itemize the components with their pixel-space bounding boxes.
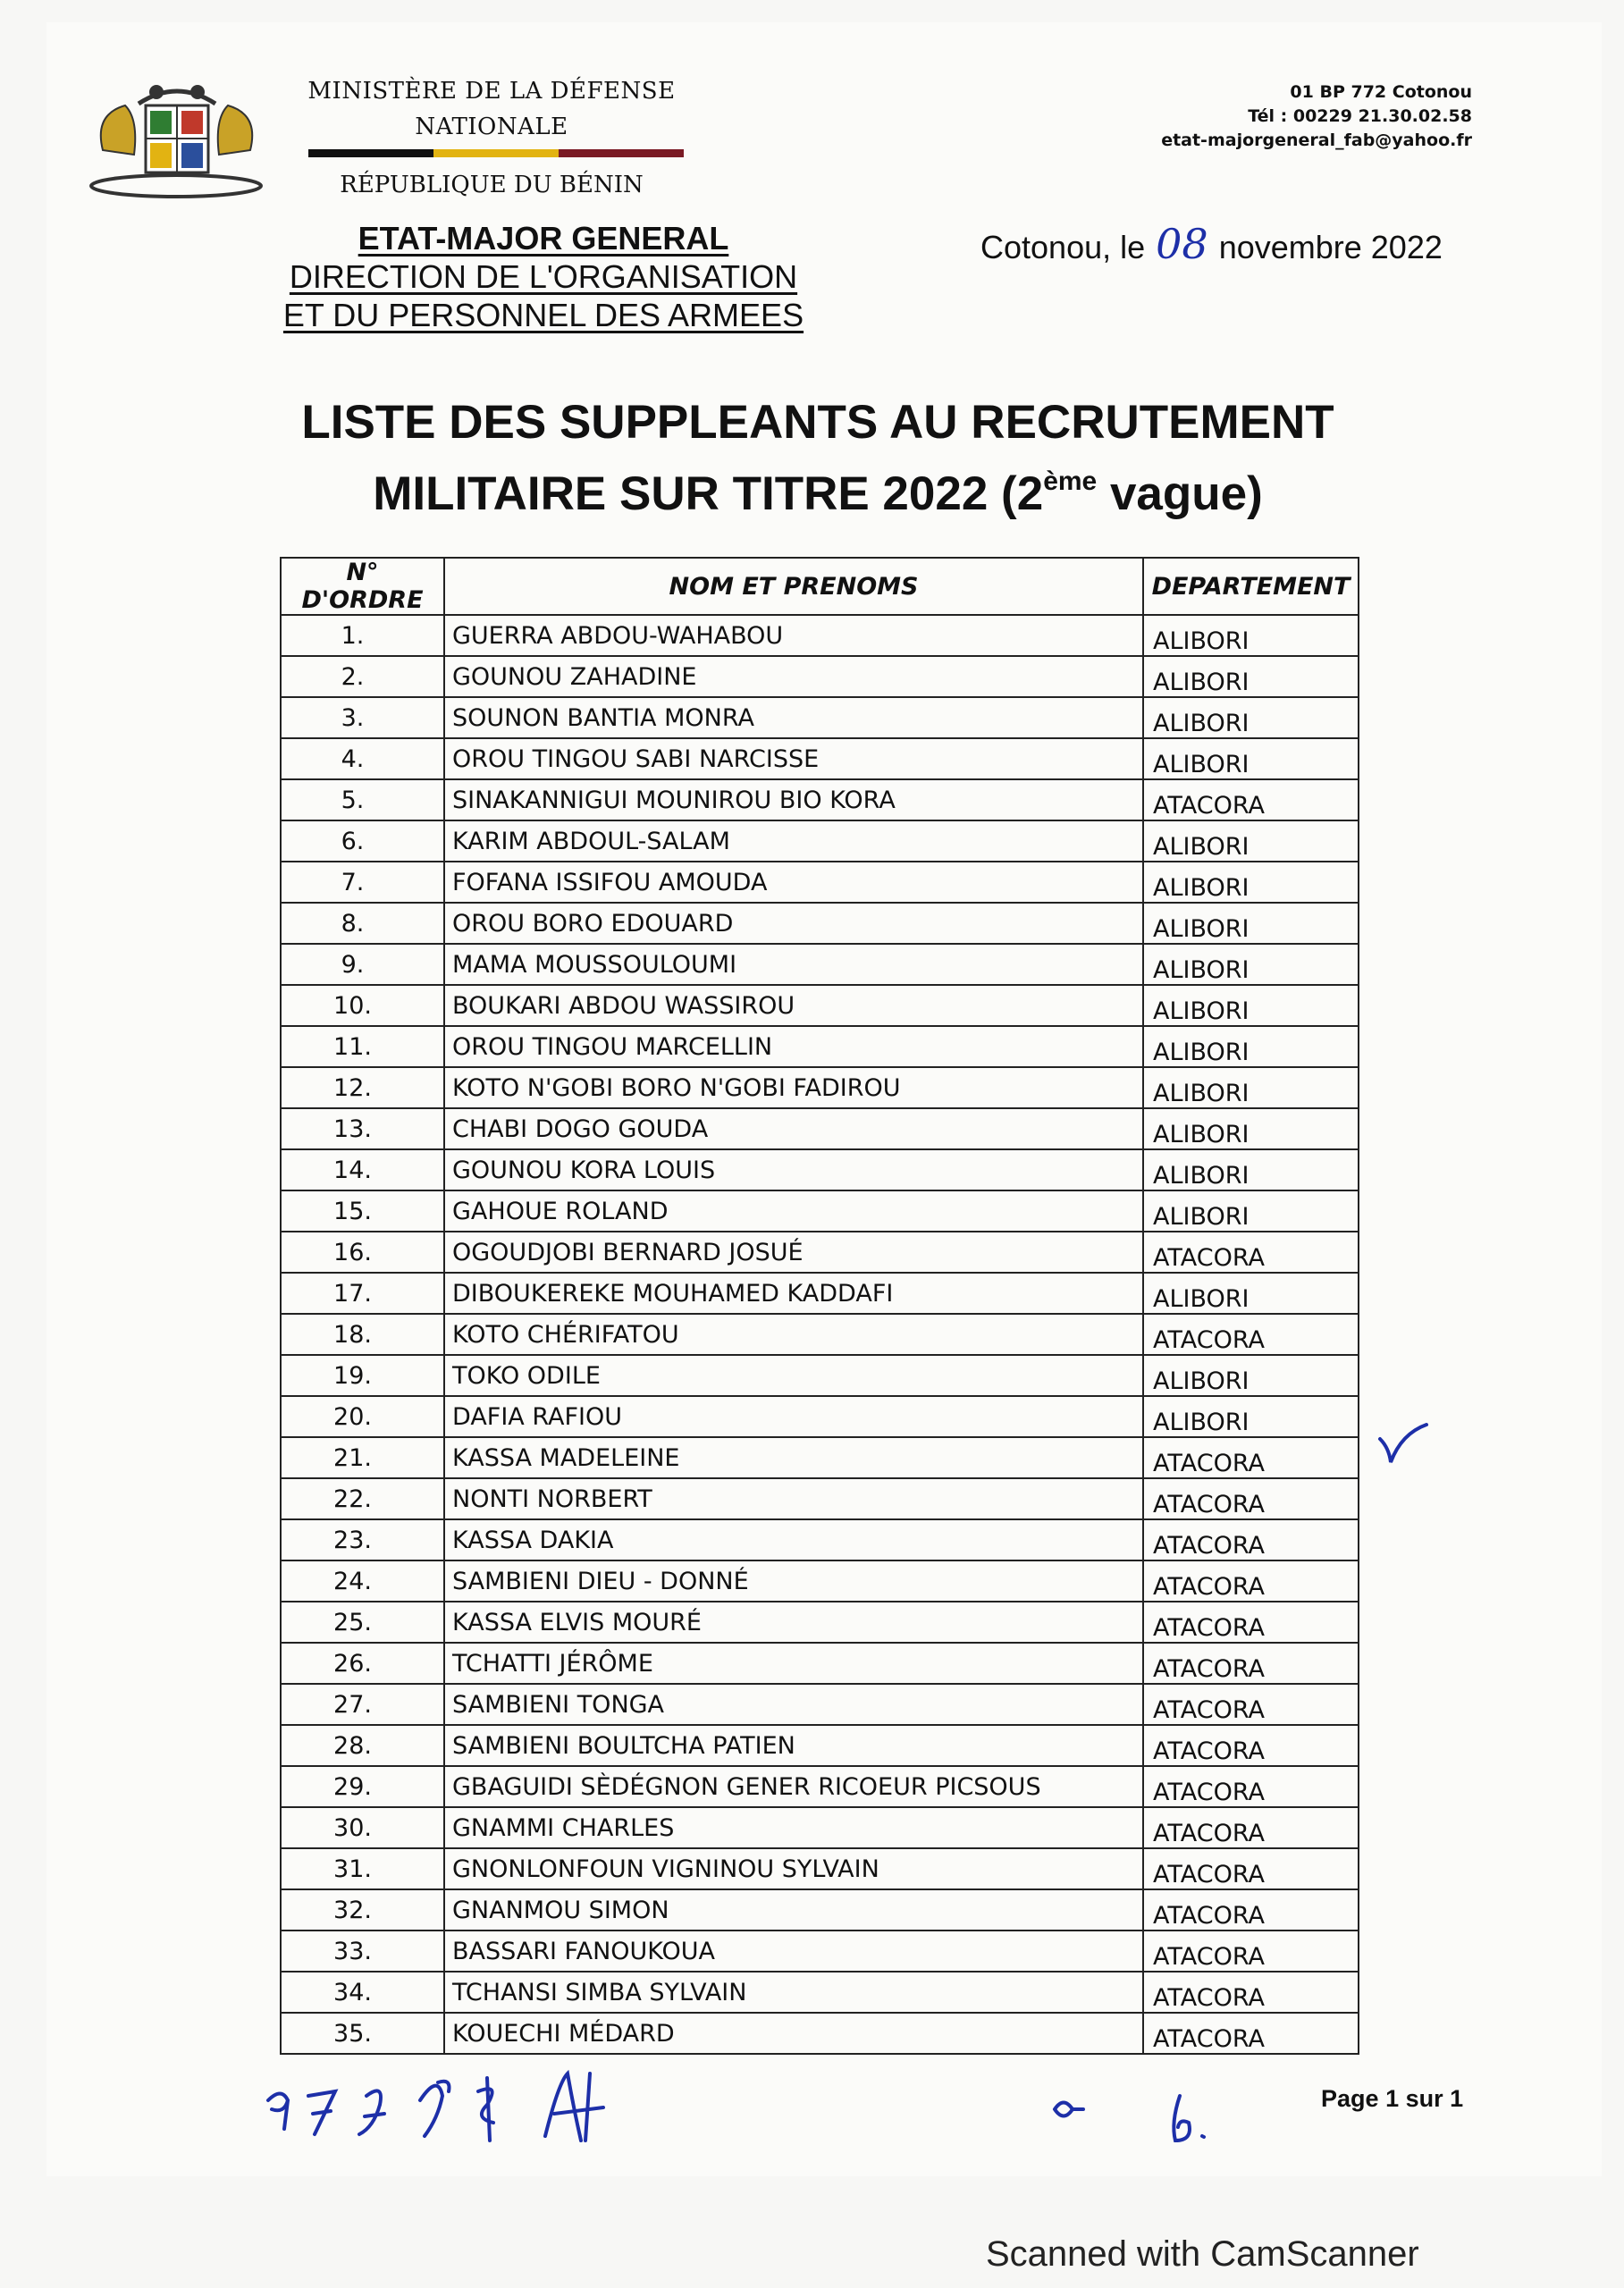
row-name: GOUNOU KORA LOUIS xyxy=(444,1149,1143,1190)
row-department: ALIBORI xyxy=(1143,1067,1359,1108)
row-name: DIBOUKEREKE MOUHAMED KADDAFI xyxy=(444,1273,1143,1314)
title-superscript: ème xyxy=(1043,467,1098,496)
row-department: ATACORA xyxy=(1143,1314,1359,1355)
page-number xyxy=(1321,2085,1463,2113)
table-row xyxy=(281,1643,1359,1684)
row-department: ALIBORI xyxy=(1143,1190,1359,1232)
table-row xyxy=(281,1766,1359,1807)
row-department: ATACORA xyxy=(1143,1643,1359,1684)
row-department: ALIBORI xyxy=(1143,1396,1359,1437)
coat-of-arms-emblem xyxy=(85,79,268,199)
row-department: ATACORA xyxy=(1143,1766,1359,1807)
table-row xyxy=(281,820,1359,862)
row-department: ALIBORI xyxy=(1143,1108,1359,1149)
row-order-number: 13. xyxy=(281,1108,444,1149)
table-row xyxy=(281,1273,1359,1314)
row-order-number: 1. xyxy=(281,615,444,656)
row-department: ALIBORI xyxy=(1143,903,1359,944)
row-department: ALIBORI xyxy=(1143,1026,1359,1067)
table-row xyxy=(281,1684,1359,1725)
table-row xyxy=(281,1725,1359,1766)
table-row xyxy=(281,1519,1359,1560)
row-department: ATACORA xyxy=(1143,1478,1359,1519)
flag-stripe-red xyxy=(559,149,684,157)
table-body xyxy=(281,615,1359,2054)
row-order-number: 9. xyxy=(281,944,444,985)
row-name: FOFANA ISSIFOU AMOUDA xyxy=(444,862,1143,903)
page-of-label: sur xyxy=(1405,2085,1443,2112)
title-line-1: LISTE DES SUPPLEANTS AU RECRUTEMENT xyxy=(301,396,1334,449)
flag-stripe-black xyxy=(308,149,433,157)
table-row xyxy=(281,1026,1359,1067)
row-name: KOUECHI MÉDARD xyxy=(444,2013,1143,2054)
table-row xyxy=(281,1560,1359,1602)
row-order-number: 19. xyxy=(281,1355,444,1396)
row-order-number: 34. xyxy=(281,1972,444,2013)
row-department: ATACORA xyxy=(1143,1972,1359,2013)
row-order-number: 2. xyxy=(281,656,444,697)
row-department: ATACORA xyxy=(1143,1560,1359,1602)
row-name: KASSA DAKIA xyxy=(444,1519,1143,1560)
row-order-number: 35. xyxy=(281,2013,444,2054)
row-order-number: 3. xyxy=(281,697,444,738)
row-order-number: 10. xyxy=(281,985,444,1026)
row-name: OGOUDJOBI BERNARD JOSUÉ xyxy=(444,1232,1143,1273)
flag-color-bar xyxy=(308,149,684,157)
header-department: DEPARTEMENT xyxy=(1143,558,1359,615)
row-name: KOTO CHÉRIFATOU xyxy=(444,1314,1143,1355)
title-line-2-start: MILITAIRE SUR TITRE 2022 (2 xyxy=(373,467,1044,520)
table-row xyxy=(281,738,1359,779)
row-order-number: 18. xyxy=(281,1314,444,1355)
row-name: CHABI DOGO GOUDA xyxy=(444,1108,1143,1149)
ministry-line-2: NATIONALE xyxy=(415,114,568,140)
table-row xyxy=(281,862,1359,903)
row-department: ALIBORI xyxy=(1143,944,1359,985)
row-department: ATACORA xyxy=(1143,1725,1359,1766)
row-name: GBAGUIDI SÈDÉGNON GENER RICOEUR PICSOUS xyxy=(444,1766,1143,1807)
table-row xyxy=(281,1232,1359,1273)
contact-phone: Tél : 00229 21.30.02.58 xyxy=(1248,106,1472,126)
row-order-number: 17. xyxy=(281,1273,444,1314)
row-name: KASSA MADELEINE xyxy=(444,1437,1143,1478)
table-row xyxy=(281,1355,1359,1396)
row-order-number: 6. xyxy=(281,820,444,862)
row-order-number: 11. xyxy=(281,1026,444,1067)
handwritten-signatures xyxy=(259,2065,760,2154)
date-day-handwritten: 08 xyxy=(1156,220,1208,268)
row-name: OROU BORO EDOUARD xyxy=(444,903,1143,944)
row-department: ATACORA xyxy=(1143,1930,1359,1972)
row-department: ATACORA xyxy=(1143,1437,1359,1478)
title-line-2 xyxy=(215,452,1421,524)
date-line xyxy=(980,220,1443,268)
row-department: ALIBORI xyxy=(1143,1273,1359,1314)
table-row xyxy=(281,1190,1359,1232)
row-order-number: 22. xyxy=(281,1478,444,1519)
date-prefix: Cotonou, le xyxy=(980,229,1146,265)
substitutes-table xyxy=(280,557,1359,2055)
row-department: ATACORA xyxy=(1143,1848,1359,1889)
contact-block xyxy=(1161,80,1472,153)
contact-address: 01 BP 772 Cotonou xyxy=(1290,82,1472,102)
document-title xyxy=(215,393,1421,524)
table-row xyxy=(281,697,1359,738)
row-department: ATACORA xyxy=(1143,1807,1359,1848)
office-line-1: ETAT-MAJOR GENERAL xyxy=(358,220,729,257)
table-row xyxy=(281,1807,1359,1848)
row-name: GOUNOU ZAHADINE xyxy=(444,656,1143,697)
contact-email: etat-majorgeneral_fab@yahoo.fr xyxy=(1161,130,1472,150)
row-name: SAMBIENI BOULTCHA PATIEN xyxy=(444,1725,1143,1766)
row-department: ALIBORI xyxy=(1143,862,1359,903)
ministry-line-1: MINISTÈRE DE LA DÉFENSE xyxy=(307,78,676,105)
table-row xyxy=(281,1396,1359,1437)
row-name: BASSARI FANOUKOUA xyxy=(444,1930,1143,1972)
row-order-number: 20. xyxy=(281,1396,444,1437)
row-name: GUERRA ABDOU-WAHABOU xyxy=(444,615,1143,656)
row-name: GNONLONFOUN VIGNINOU SYLVAIN xyxy=(444,1848,1143,1889)
table-row xyxy=(281,1108,1359,1149)
row-order-number: 31. xyxy=(281,1848,444,1889)
row-name: GAHOUE ROLAND xyxy=(444,1190,1143,1232)
table-row xyxy=(281,1889,1359,1930)
table-row xyxy=(281,615,1359,656)
row-department: ALIBORI xyxy=(1143,738,1359,779)
scanner-watermark: Scanned with CamScanner xyxy=(986,2234,1419,2274)
row-department: ATACORA xyxy=(1143,1889,1359,1930)
table-row xyxy=(281,903,1359,944)
flag-stripe-yellow xyxy=(433,149,559,157)
issuing-office xyxy=(275,219,812,334)
table-header-row xyxy=(281,558,1359,615)
row-name: SAMBIENI TONGA xyxy=(444,1684,1143,1725)
office-line-2: DIRECTION DE L'ORGANISATION xyxy=(289,258,798,295)
handwritten-initials xyxy=(1046,2078,1242,2149)
row-order-number: 27. xyxy=(281,1684,444,1725)
row-department: ATACORA xyxy=(1143,1519,1359,1560)
row-department: ALIBORI xyxy=(1143,985,1359,1026)
table-row xyxy=(281,985,1359,1026)
row-name: NONTI NORBERT xyxy=(444,1478,1143,1519)
row-department: ATACORA xyxy=(1143,1232,1359,1273)
row-order-number: 21. xyxy=(281,1437,444,1478)
ministry-name xyxy=(295,73,688,145)
row-department: ALIBORI xyxy=(1143,1355,1359,1396)
row-department: ATACORA xyxy=(1143,779,1359,820)
checkmark-icon xyxy=(1376,1421,1430,1466)
row-order-number: 28. xyxy=(281,1725,444,1766)
row-name: GNANMOU SIMON xyxy=(444,1889,1143,1930)
row-name: TOKO ODILE xyxy=(444,1355,1143,1396)
row-name: BOUKARI ABDOU WASSIROU xyxy=(444,985,1143,1026)
row-department: ALIBORI xyxy=(1143,697,1359,738)
table-row xyxy=(281,779,1359,820)
row-name: OROU TINGOU MARCELLIN xyxy=(444,1026,1143,1067)
row-name: KASSA ELVIS MOURÉ xyxy=(444,1602,1143,1643)
row-name: KOTO N'GOBI BORO N'GOBI FADIROU xyxy=(444,1067,1143,1108)
table-row xyxy=(281,1437,1359,1478)
row-department: ALIBORI xyxy=(1143,656,1359,697)
page-current: 1 xyxy=(1385,2085,1400,2112)
table-row xyxy=(281,1848,1359,1889)
republic-name: RÉPUBLIQUE DU BÉNIN xyxy=(340,172,644,198)
row-name: TCHATTI JÉRÔME xyxy=(444,1643,1143,1684)
table-row xyxy=(281,2013,1359,2054)
row-order-number: 33. xyxy=(281,1930,444,1972)
row-name: SOUNON BANTIA MONRA xyxy=(444,697,1143,738)
table-row xyxy=(281,1067,1359,1108)
row-department: ALIBORI xyxy=(1143,615,1359,656)
row-order-number: 23. xyxy=(281,1519,444,1560)
row-department: ALIBORI xyxy=(1143,820,1359,862)
table-row xyxy=(281,1930,1359,1972)
row-order-number: 5. xyxy=(281,779,444,820)
title-line-2-end: vague) xyxy=(1097,467,1263,520)
row-order-number: 30. xyxy=(281,1807,444,1848)
row-name: GNAMMI CHARLES xyxy=(444,1807,1143,1848)
row-order-number: 29. xyxy=(281,1766,444,1807)
row-name: OROU TINGOU SABI NARCISSE xyxy=(444,738,1143,779)
table-row xyxy=(281,1972,1359,2013)
row-order-number: 26. xyxy=(281,1643,444,1684)
row-name: MAMA MOUSSOULOUMI xyxy=(444,944,1143,985)
table-row xyxy=(281,1314,1359,1355)
table-row xyxy=(281,1602,1359,1643)
row-name: DAFIA RAFIOU xyxy=(444,1396,1143,1437)
row-order-number: 32. xyxy=(281,1889,444,1930)
row-department: ALIBORI xyxy=(1143,1149,1359,1190)
row-order-number: 15. xyxy=(281,1190,444,1232)
row-department: ATACORA xyxy=(1143,2013,1359,2054)
office-line-3: ET DU PERSONNEL DES ARMEES xyxy=(282,297,804,333)
row-order-number: 25. xyxy=(281,1602,444,1643)
page-label: Page xyxy=(1321,2085,1379,2112)
row-order-number: 24. xyxy=(281,1560,444,1602)
row-order-number: 12. xyxy=(281,1067,444,1108)
table-row xyxy=(281,656,1359,697)
row-name: TCHANSI SIMBA SYLVAIN xyxy=(444,1972,1143,2013)
table-row xyxy=(281,1478,1359,1519)
row-department: ATACORA xyxy=(1143,1602,1359,1643)
row-order-number: 4. xyxy=(281,738,444,779)
row-name: SINAKANNIGUI MOUNIROU BIO KORA xyxy=(444,779,1143,820)
row-order-number: 8. xyxy=(281,903,444,944)
row-order-number: 14. xyxy=(281,1149,444,1190)
row-department: ATACORA xyxy=(1143,1684,1359,1725)
table-row xyxy=(281,944,1359,985)
header-name: NOM ET PRENOMS xyxy=(444,558,1143,615)
row-order-number: 7. xyxy=(281,862,444,903)
page-total: 1 xyxy=(1450,2085,1464,2112)
table-row xyxy=(281,1149,1359,1190)
header-order-number: N° D'ORDRE xyxy=(281,558,444,615)
row-name: SAMBIENI DIEU - DONNÉ xyxy=(444,1560,1143,1602)
date-suffix: novembre 2022 xyxy=(1218,229,1443,265)
row-name: KARIM ABDOUL-SALAM xyxy=(444,820,1143,862)
row-order-number: 16. xyxy=(281,1232,444,1273)
